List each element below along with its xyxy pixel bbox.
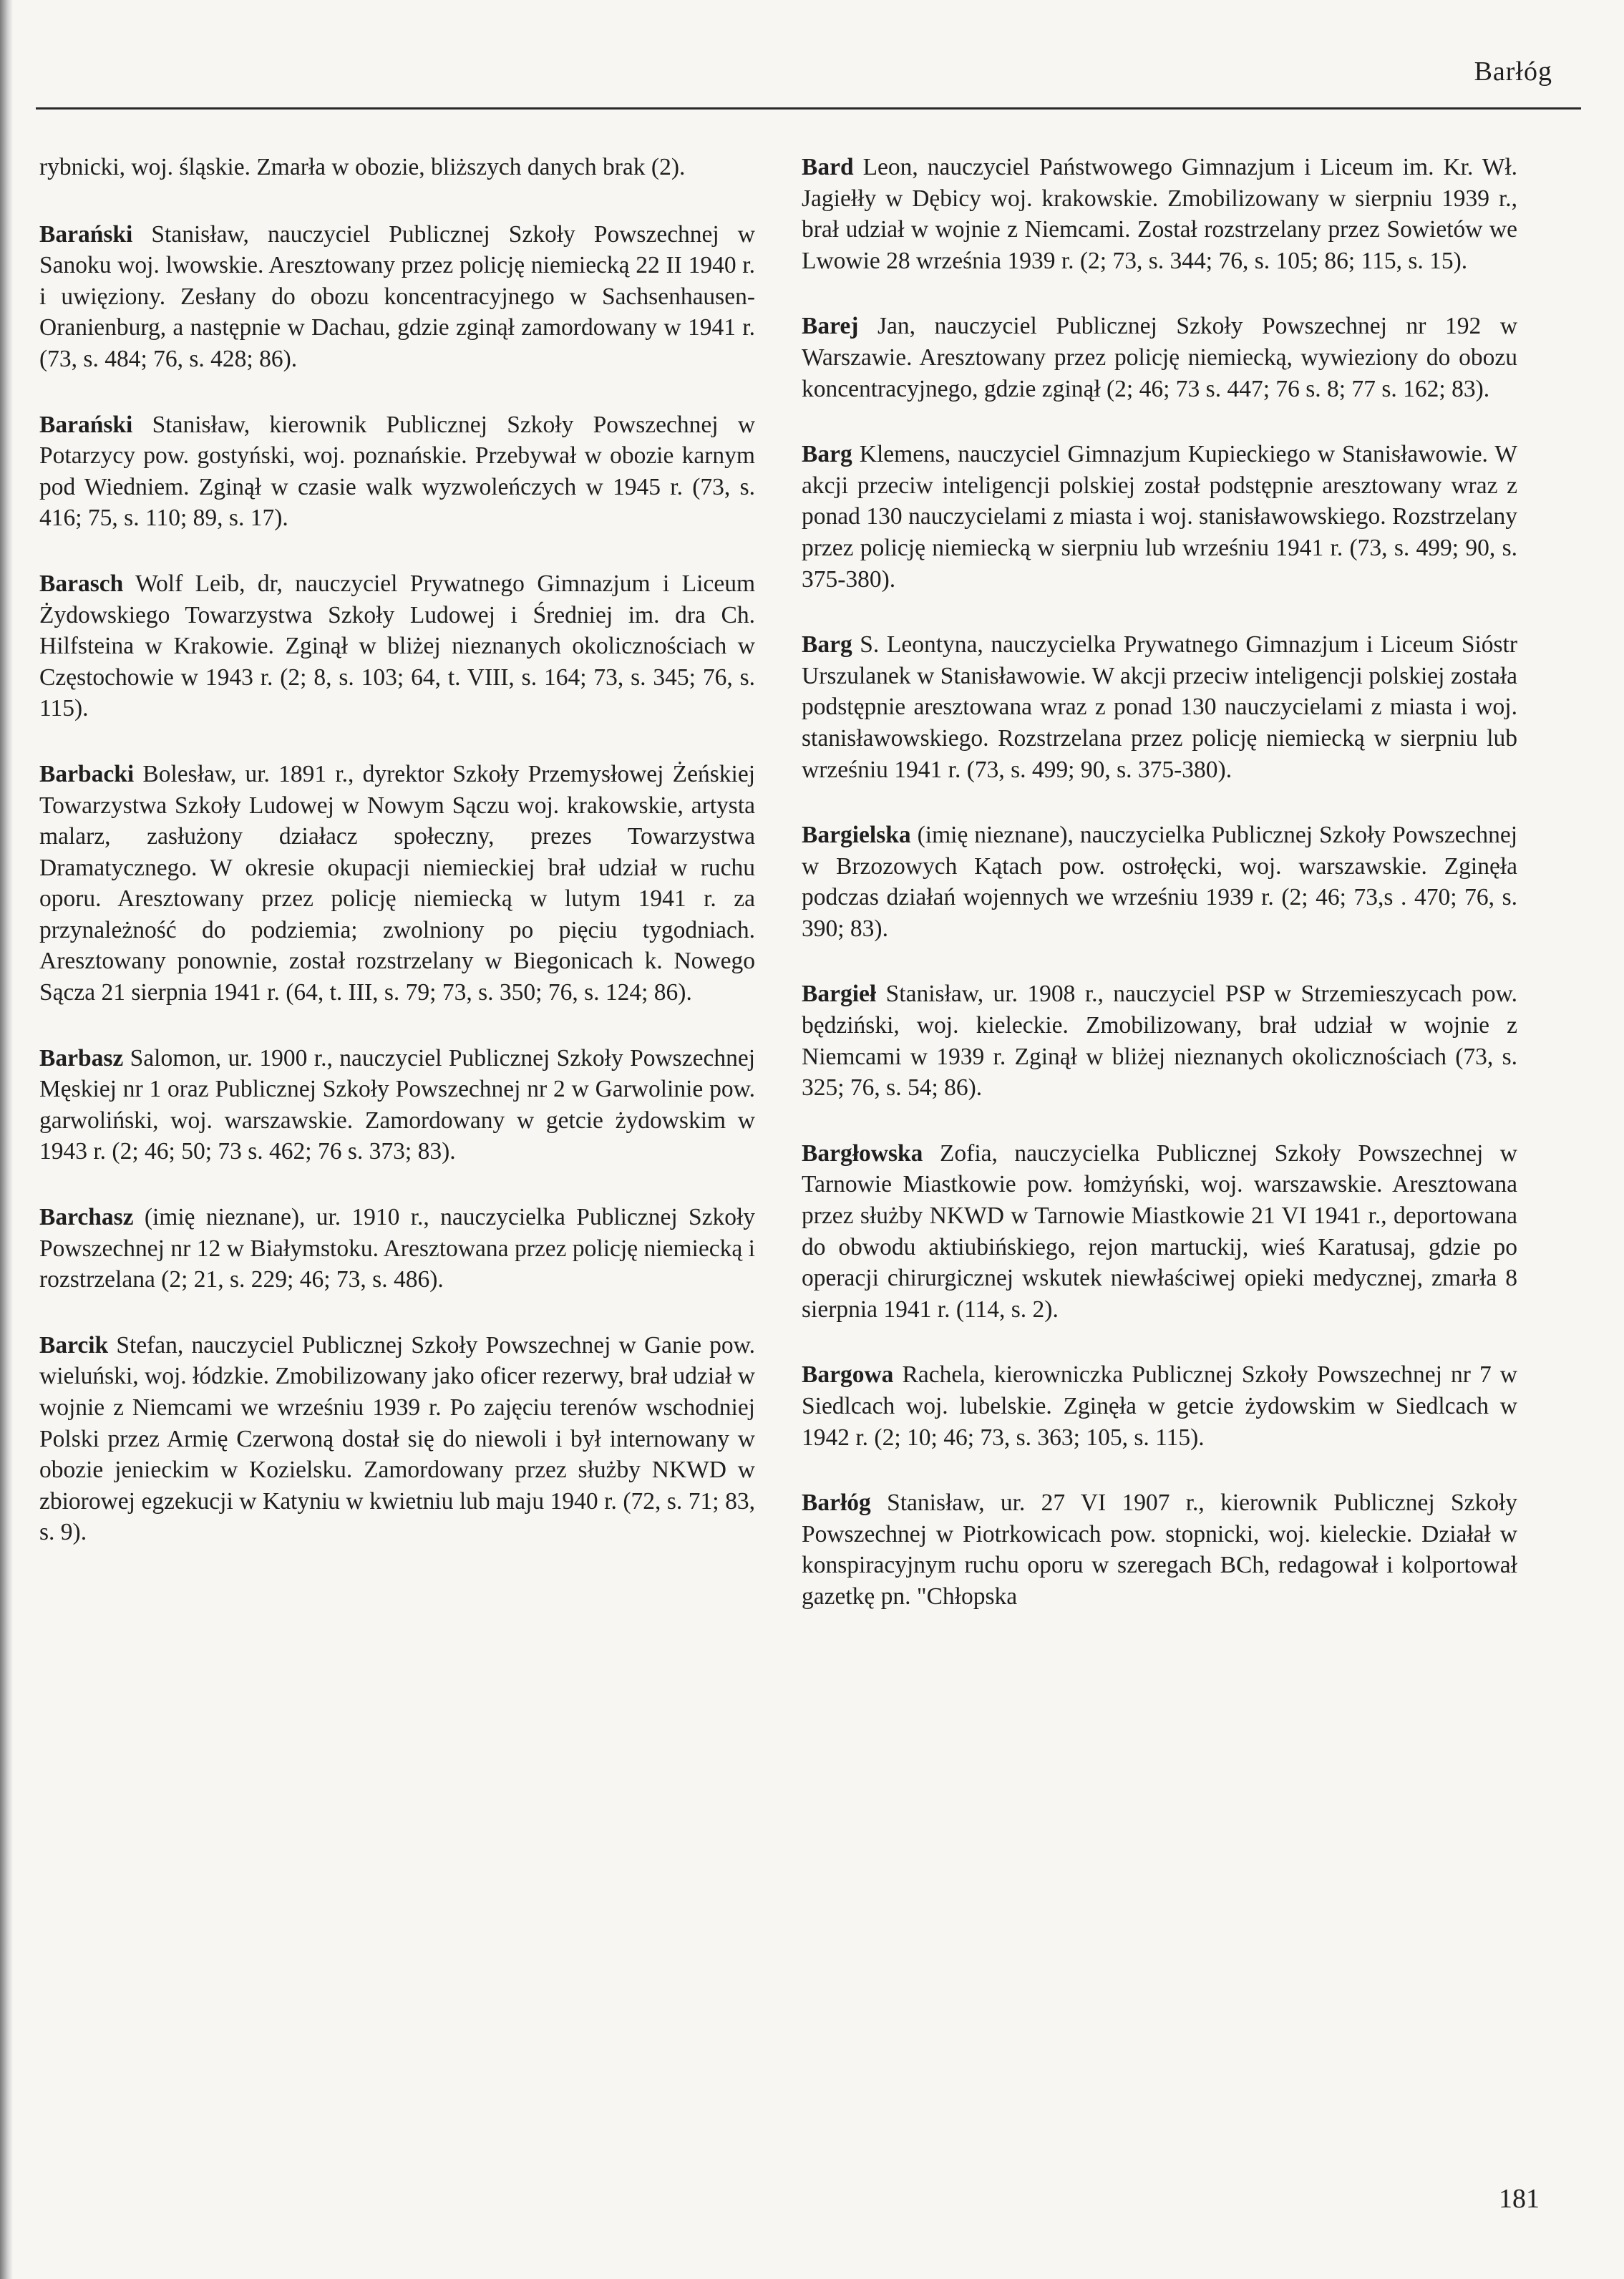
entry [802,439,1517,595]
entry-text: Wolf Leib, dr, nauczyciel Prywatnego Gimnazjum i Liceum Żydowskiego Towarzystwa Szkoły Ludowej i Średniej im. dra Ch. Hilfsteina w Krakowie. Zginął w bliżej nieznanych okolicznościach w Częstochowie w 1943 r. (2; 8, s. 103; 64, t. VIII, s. 164; 73, s. 345; 76, s. 115). [39,570,755,722]
page-binding-shadow [0,0,13,2279]
entry [802,311,1517,404]
entry [802,820,1517,944]
entry-surname: Bargłowska [802,1140,923,1167]
entry-text: (imię nieznane), nauczycielka Publicznej Szkoły Powszechnej w Brzozowych Kątach pow. ostrołęcki, woj. warszawskie. Zginęła podczas działań wojennych we wrześniu 1939 r. (2; 46; 73,s . 470; 76, s. 390; 83). [802,822,1518,942]
entry-text: Stanisław, ur. 27 VI 1907 r., kierownik Publicznej Szkoły Powszechnej w Piotrkowicach pow. stopnicki, woj. kieleckie. Działał w konspiracyjnym ruchu oporu w szeregach BCh, redagował i kolportował gazetkę pn. "Chłopska [802,1490,1517,1610]
entry-surname: Bard [802,154,854,180]
entry-surname: Barchasz [39,1204,134,1231]
entry-surname: Barłóg [802,1490,871,1517]
entry [39,409,755,534]
entry-text: Stefan, nauczyciel Publicznej Szkoły Powszechnej w Ganie pow. wieluński, woj. łódzkie. Zmobilizowany jako oficer rezerwy, brał udział w wojnie z Niemcami we wrześniu 1939 r. Po zajęciu terenów wschodniej Polski przez Armię Czerwoną dostał się do niewoli i był internowany w obozie jenieckim w Kozielsku. Zamordowany przez służby NKWD w zbiorowej egzekucji w Katyniu w kwietniu lub maju 1940 r. (72, s. 71; 83, s. 9). [39,1331,755,1546]
entry [802,1138,1517,1326]
entry [802,629,1517,785]
entry-text: Jan, nauczyciel Publicznej Szkoły Powszechnej nr 192 w Warszawie. Aresztowany przez policję niemiecką, wywieziony do obozu koncentracyjnego, gdzie zginął (2; 46; 73 s. 447; 76 s. 8; 77 s. 162; 83). [802,313,1518,402]
entry [39,1330,755,1548]
entry-surname: Barbasz [39,1044,124,1072]
entry-surname: Barasch [39,570,124,597]
page-number: 181 [1499,2184,1540,2214]
entry [39,1043,755,1167]
entry [802,152,1517,276]
entry-text: Rachela, kierowniczka Publicznej Szkoły Powszechnej nr 7 w Siedlcach woj. lubelskie. Zginęła w getcie żydowskim w Siedlcach w 1942 r. (2; 10; 46; 73, s. 363; 105, s. 115). [802,1361,1518,1451]
entry [802,1359,1517,1453]
entry-surname: Barański [39,220,133,248]
entry-text: Bolesław, ur. 1891 r., dyrektor Szkoły Przemysłowej Żeńskiej Towarzystwa Szkoły Ludowej w Nowym Sączu woj. krakowskie, artysta malarz, zasłużony działacz społeczny, prezes Towarzystwa Dramatycznego. W okresie okupacji niemieckiej brał udział w ruchu oporu. Aresztowany przez policję niemiecką w lutym 1941 r. za przynależność do podziemia; zwolniony po pięciu tygodniach. Aresztowany ponownie, został rozstrzelany w Biegonicach k. Nowego Sącza 21 sierpnia 1941 r. (64, t. III, s. 79; 73, s. 350; 76, s. 124; 86). [39,760,756,1006]
entry-text: Stanisław, ur. 1908 r., nauczyciel PSP w Strzemieszycach pow. będziński, woj. kieleckie. Zmobilizowany, brał udział w wojnie z Niemcami w 1939 r. Zginął w bliżej nieznanych okolicznościach (73, s. 325; 76, s. 54; 86). [802,981,1518,1102]
entry-text: Leon, nauczyciel Państwowego Gimnazjum i Liceum im. Kr. Wł. Jagiełły w Dębicy woj. krakowskie. Zmobilizowany w sierpniu 1939 r., brał udział w wojnie z Niemcami. Został rozstrzelany przez Sowietów we Lwowie 28 września 1939 r. (2; 73, s. 344; 76, s. 105; 86; 115, s. 15). [802,154,1518,274]
entry [802,1487,1517,1612]
entry-surname: Barbacki [39,760,135,787]
entry [39,759,755,1009]
entry-text: Zofia, nauczycielka Publicznej Szkoły Powszechnej w Tarnowie Miastkowie pow. łomżyński, woj. warszawskie. Aresztowana przez służby NKWD w Tarnowie Miastkowie 21 VI 1941 r., deportowana do obwodu aktiubińskiego, rejon martuckij, wieś Karatusaj, gdzie po operacji chirurgicznej wskutek niewłaściwej opieki medycznej, zmarła 8 sierpnia 1941 r. (114, s. 2). [802,1140,1518,1323]
entry-surname: Bargieł [802,981,877,1008]
entry-text: rybnicki, woj. śląskie. Zmarła w obozie, bliższych danych brak (2). [39,154,686,180]
entry-text: Stanisław, nauczyciel Publicznej Szkoły Powszechnej w Sanoku woj. lwowskie. Aresztowany przez policję niemiecką 22 II 1940 r. i uwięziony. Zesłany do obozu koncentracyjnego w Sachsenhausen-Oranienburg, a następnie w Dachau, gdzie zginął zamordowany w 1941 r. (73, s. 484; 76, s. 428; 86). [39,220,756,372]
header-rule [36,107,1581,110]
entry-surname: Barg [802,441,852,468]
entry-text: S. Leontyna, nauczycielka Prywatnego Gimnazjum i Liceum Sióstr Urszulanek w Stanisławowie. W akcji przeciw inteligencji polskiej została podstępnie aresztowana wraz z ponad 130 nauczycielami z miasta i woj. stanisławowskiego. Rozstrzelana przez policję niemiecką w sierpniu lub wrześniu 1941 r. (73, s. 499; 90, s. 375-380). [802,631,1518,783]
entry [39,568,755,724]
entry-text: Stanisław, kierownik Publicznej Szkoły Powszechnej w Potarzycy pow. gostyński, woj. poznańskie. Przebywał w obozie karnym pod Wiedniem. Zginął w czasie walk wyzwoleńczych w 1945 r. (73, s. 416; 75, s. 110; 89, s. 17). [39,411,756,532]
entry-surname: Barg [802,631,852,659]
running-head: Barłóg [1474,57,1552,87]
entry-surname: Bargowa [802,1361,894,1389]
entry-text: (imię nieznane), ur. 1910 r., nauczycielka Publicznej Szkoły Powszechnej nr 12 w Białymstoku. Aresztowana przez policję niemiecką i rozstrzelana (2; 21, s. 229; 46; 73, s. 486). [39,1204,756,1293]
entry-surname: Barański [39,411,133,438]
right-column [802,152,1517,1647]
entry-surname: Barcik [39,1331,109,1359]
entry [39,152,755,183]
entry [39,1202,755,1296]
entry [39,219,755,375]
entry-text: Salomon, ur. 1900 r., nauczyciel Publicznej Szkoły Powszechnej Męskiej nr 1 oraz Publicznej Szkoły Powszechnej nr 2 w Garwolinie pow. garwoliński, woj. warszawskie. Zamordowany w getcie żydowskim w 1943 r. (2; 46; 50; 73 s. 462; 76 s. 373; 83). [39,1044,755,1165]
left-column [39,152,755,1583]
entry-surname: Bargielska [802,822,911,849]
entry-text: Klemens, nauczyciel Gimnazjum Kupieckiego w Stanisławowie. W akcji przeciw inteligencji polskiej został podstępnie aresztowany wraz z ponad 130 nauczycielami z miasta i woj. stanisławowskiego. Rozstrzelany przez policję niemiecką w sierpniu lub wrześniu 1941 r. (73, s. 499; 90, s. 375-380). [802,441,1517,593]
entry [802,978,1517,1103]
entry-surname: Barej [802,313,859,340]
